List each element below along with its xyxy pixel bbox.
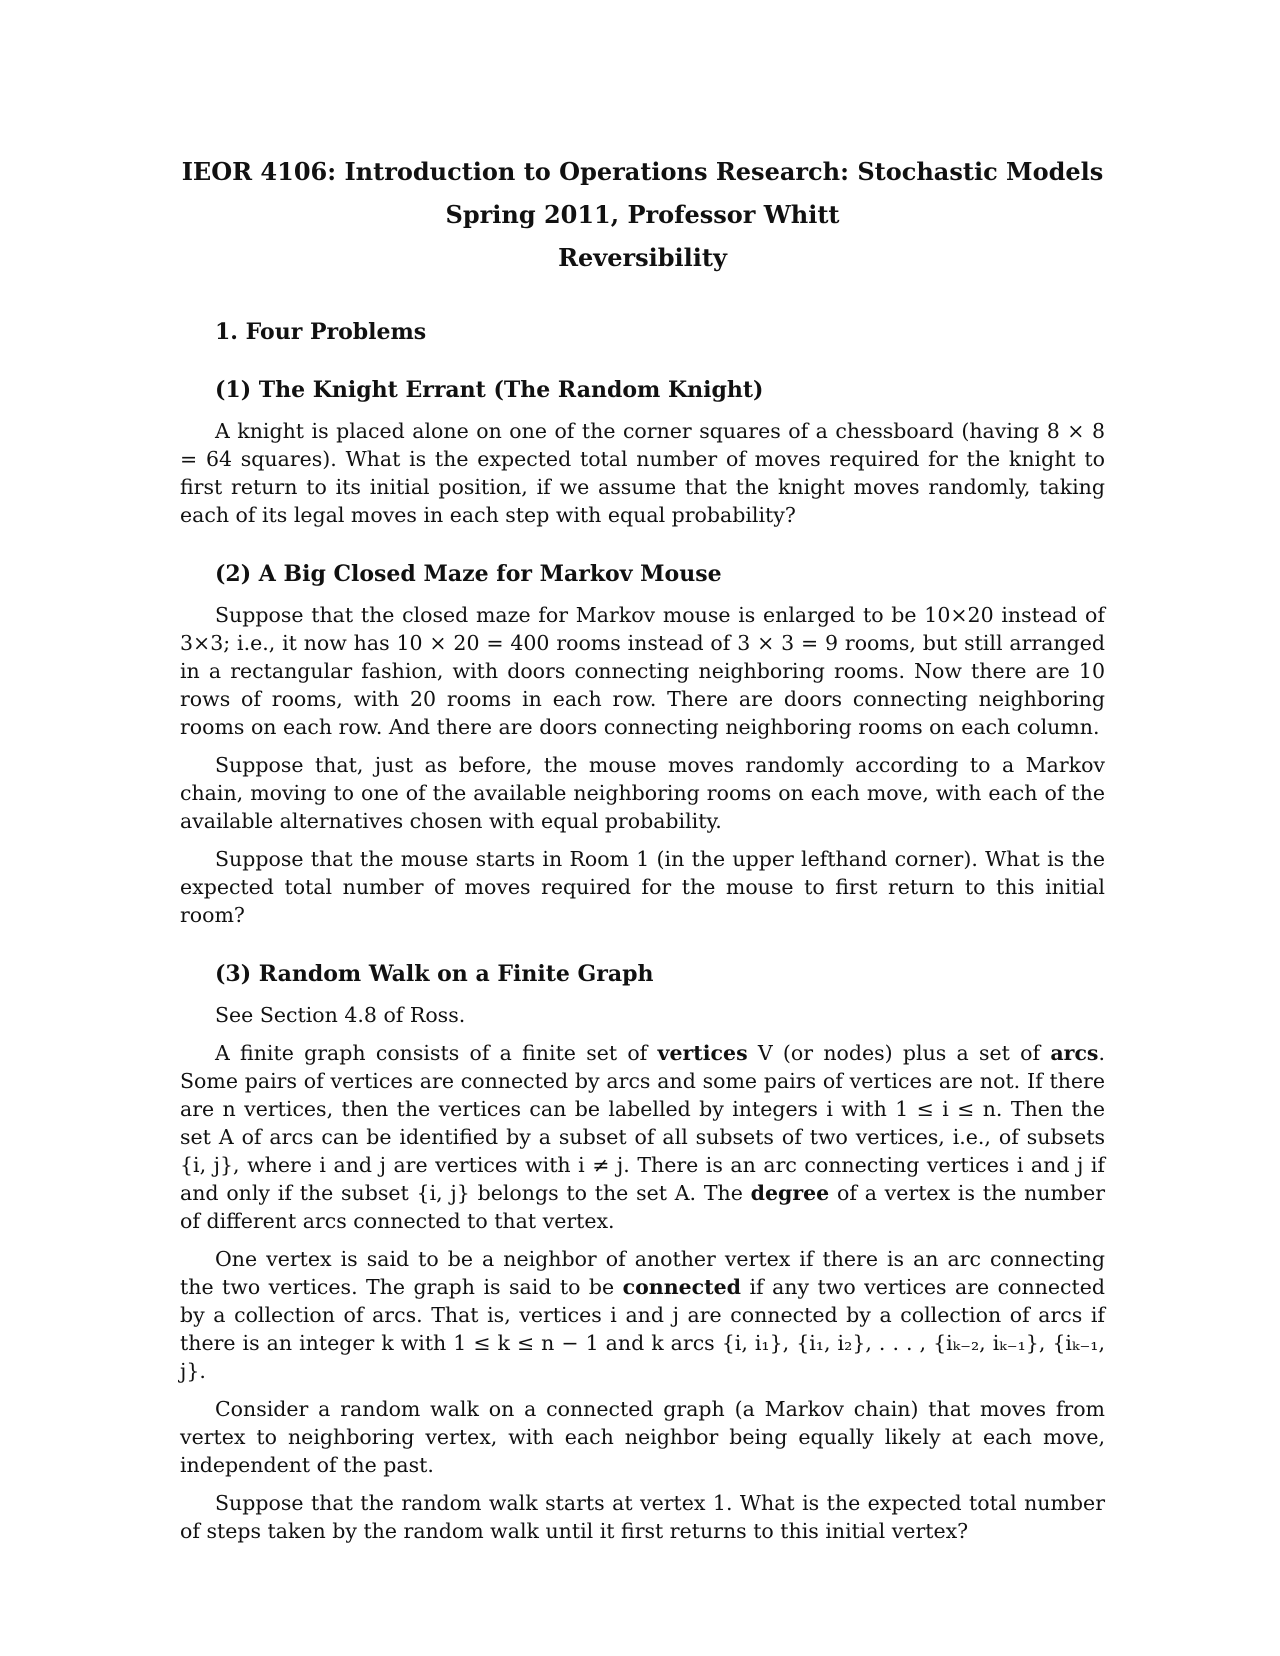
neighbor-definition-paragraph <box>180 1245 1105 1385</box>
document-page <box>180 150 1105 1545</box>
term-vertices: vertices <box>657 1041 748 1065</box>
problem-2-paragraph-3: Suppose that the mouse starts in Room 1 (in the upper lefthand corner). What is the expected total number of moves required for the mouse to first return to this initial room? <box>180 847 1105 927</box>
topic-title: Reversibility <box>558 243 727 272</box>
problem-3-see-also: See Section 4.8 of Ross. <box>215 1003 466 1027</box>
neighbor-def-text-2: if any two vertices are connected by a collection of arcs. That is, vertices i and j are connected by a collection of arcs if there is an integer k with 1 ≤ k ≤ n − 1 and k arcs {i, i₁}, {i₁, i₂}, . . . , {iₖ₋₂, iₖ₋₁}, {iₖ₋₁, j}. <box>180 1275 1105 1383</box>
problem-3-paragraph-question: Suppose that the random walk starts at vertex 1. What is the expected total number of steps taken by the random walk until it first returns to this initial vertex? <box>180 1491 1105 1543</box>
graph-def-text-4: of a vertex is the number of different arcs connected to that vertex. <box>180 1181 1105 1233</box>
graph-def-text-1: A finite graph consists of a finite set of <box>215 1041 658 1065</box>
term-degree: degree <box>750 1181 830 1205</box>
problem-3-heading: (3) Random Walk on a Finite Graph <box>215 961 654 987</box>
course-title: IEOR 4106: Introduction to Operations Research: Stochastic Models <box>181 157 1104 186</box>
term-connected: connected <box>622 1275 741 1299</box>
term-arcs: arcs <box>1050 1041 1099 1065</box>
graph-def-text-2: V (or nodes) plus a set of <box>747 1041 1051 1065</box>
section-heading: 1. Four Problems <box>215 319 427 345</box>
problem-2-paragraph-1: Suppose that the closed maze for Markov mouse is enlarged to be 10×20 instead of 3×3; i.e., it now has 10 × 20 = 400 rooms instead of 3 × 3 = 9 rooms, but still arranged in a rectangular fashion, with doors connecting neighboring rooms. Now there are 10 rows of rooms, with 20 rooms in each row. There are doors connecting neighboring rooms on each row. And there are doors connecting neighboring rooms on each column. <box>180 603 1105 739</box>
neighbor-def-text-1: One vertex is said to be a neighbor of another vertex if there is an arc connecting the two vertices. The graph is said to be <box>180 1247 1105 1299</box>
problem-2-heading: (2) A Big Closed Maze for Markov Mouse <box>215 561 722 587</box>
graph-definition-paragraph <box>180 1039 1105 1235</box>
term-line: Spring 2011, Professor Whitt <box>445 200 840 229</box>
problem-2-paragraph-2: Suppose that, just as before, the mouse moves randomly according to a Markov chain, moving to one of the available neighboring rooms on each move, with each of the available alternatives chosen with equal probability. <box>180 753 1105 833</box>
problem-1-paragraph-1: A knight is placed alone on one of the corner squares of a chessboard (having 8 × 8 = 64 squares). What is the expected total number of moves required for the knight to first return to its initial position, if we assume that the knight moves randomly, taking each of its legal moves in each step with equal probability? <box>180 419 1105 527</box>
title-block <box>180 150 1105 279</box>
graph-def-text-3: . Some pairs of vertices are connected by arcs and some pairs of vertices are not. If there are n vertices, then the vertices can be labelled by integers i with 1 ≤ i ≤ n. Then the set A of arcs can be identified by a subset of all subsets of two vertices, i.e., of subsets {i, j}, where i and j are vertices with i ≠ j. There is an arc connecting vertices i and j if and only if the subset {i, j} belongs to the set A. The <box>180 1041 1105 1205</box>
problem-1-heading: (1) The Knight Errant (The Random Knight) <box>215 377 764 403</box>
problem-3-paragraph-random-walk: Consider a random walk on a connected graph (a Markov chain) that moves from vertex to neighboring vertex, with each neighbor being equally likely at each move, independent of the past. <box>180 1397 1105 1477</box>
